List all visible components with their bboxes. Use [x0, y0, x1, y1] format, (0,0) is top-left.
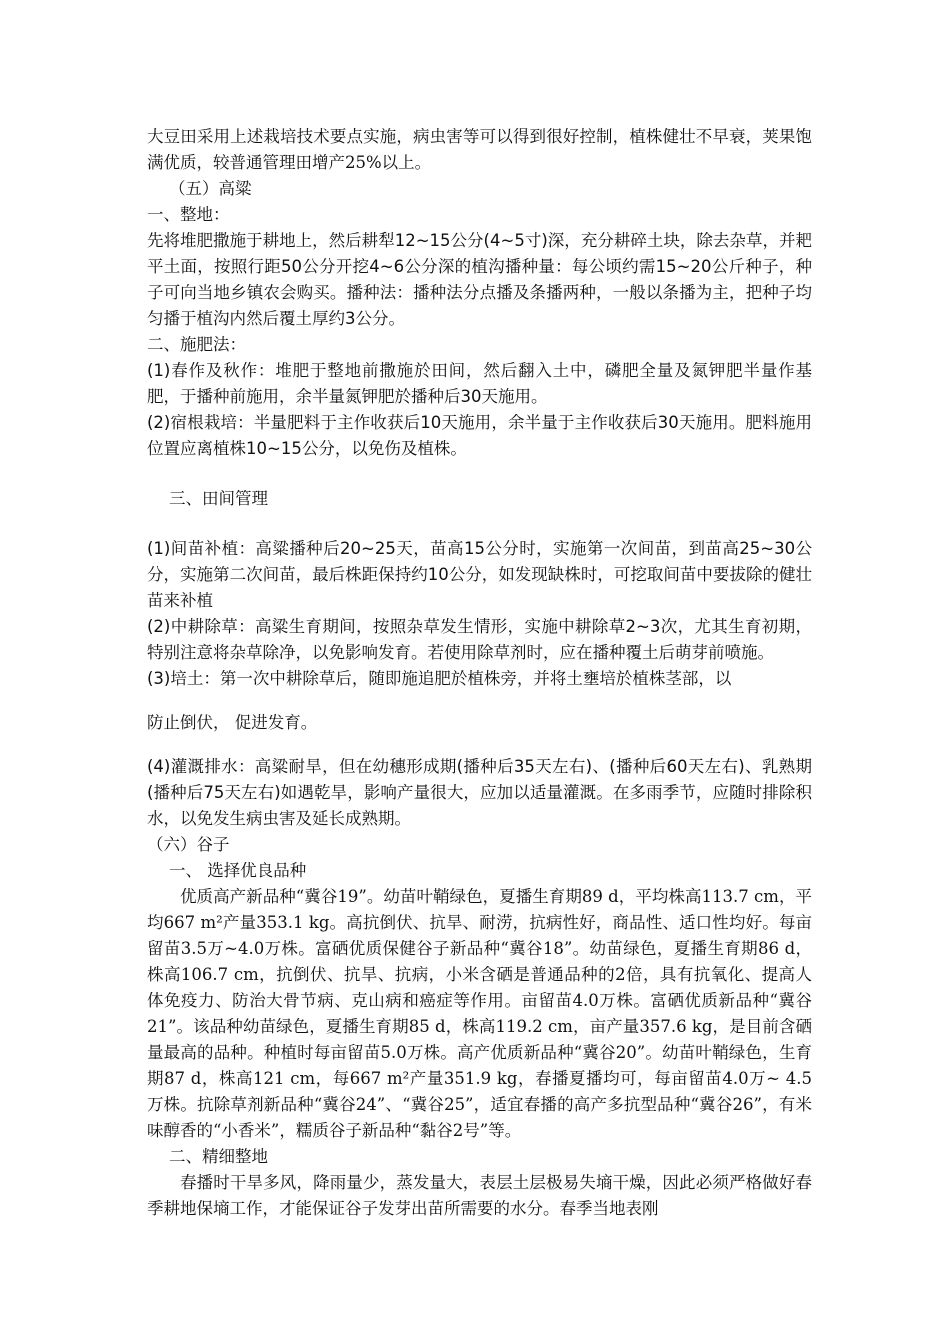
- paragraph-tillage: 春播时干旱多风，降雨量少，蒸发量大，表层土层极易失墒干燥，因此必须严格做好春季耕地保墒工作，才能保证谷子发芽出苗所需要的水分。春季当地表刚: [147, 1173, 812, 1218]
- subheading-field-management: 三、田间管理: [169, 489, 268, 508]
- document-body: [147, 124, 812, 1222]
- paragraph-varieties: 优质高产新品种“冀谷19”。幼苗叶鞘绿色，夏播生育期89 d，平均株高113.7 cm，平均667 m²产量353.1 kg。高抗倒伏、抗旱、耐涝，抗病性好，商品性、适口性均好。每亩留苗3.5万~4.0万株。富硒优质保健谷子新品种“冀谷18”。幼苗绿色，夏播生育期86 d，株高106.7 cm，抗倒伏、抗旱、抗病，小米含硒是普通品种的2倍，具有抗氧化、提高人体免疫力、防治大骨节病、克山病和癌症等作用。亩留苗4.0万株。富硒优质新品种“冀谷21”。该品种幼苗绿色，夏播生育期85 d，株高119.2 cm，亩产量357.6 kg，是目前含硒量最高的品种。种植时每亩留苗5.0万株。高产优质新品种“冀谷20”。幼苗叶鞘绿色，生育期87 d，株高121 cm，每667 m²产量351.9 kg，春播夏播均可，每亩留苗4.0万~ 4.5万株。抗除草剂新品种“冀谷24”、“冀谷25”，适宜春播的高产多抗型品种“冀谷26”，有米味醇香的“小香米”，糯质谷子新品种“黏谷2号”等。: [147, 887, 812, 1140]
- paragraph-thinning: (1)间苗补植：高粱播种后20~25天，苗高15公分时，实施第一次间苗，到苗高25~30公分，实施第二次间苗，最后株距保持约10公分，如发现缺株时，可挖取间苗中要拔除的健壮苗来补植: [147, 539, 812, 610]
- subheading-variety-selection: 一、 选择优良品种: [169, 861, 307, 880]
- subheading-fine-tillage: 二、精细整地: [169, 1147, 268, 1166]
- paragraph-fertilization-ratoon: (2)宿根栽培：半量肥料于主作收获后10天施用，余半量于主作收获后30天施用。肥料施用位置应离植株10~15公分，以免伤及植株。: [147, 413, 812, 458]
- subheading-land-preparation: 一、整地：: [147, 205, 230, 224]
- paragraph-land-preparation: 先将堆肥撒施于耕地上，然后耕犁12~15公分(4~5寸)深，充分耕碎土块，除去杂草，并耙平土面，按照行距50公分开挖4~6公分深的植沟播种量：每公顷约需15~20公斤种子，种子可向当地乡镇农会购买。播种法：播种法分点播及条播两种，一般以条播为主，把种子均匀播于植沟内然后覆土厚约3公分。: [147, 231, 812, 328]
- section-heading-millet: （六）谷子: [147, 835, 230, 854]
- paragraph-earthing-up: (3)培土：第一次中耕除草后，随即施追肥於植株旁，并将土壅培於植株茎部，以: [147, 669, 732, 688]
- paragraph-fertilization-spring-autumn: (1)春作及秋作：堆肥于整地前撒施於田间，然后翻入土中，磷肥全量及氮钾肥半量作基肥，于播种前施用，余半量氮钾肥於播种后30天施用。: [147, 361, 812, 406]
- paragraph-irrigation: (4)灌溉排水：高粱耐旱，但在幼穗形成期(播种后35天左右)、(播种后60天左右)、乳熟期(播种后75天左右)如遇乾旱，影响产量很大，应加以适量灌溉。在多雨季节，应随时排除积水，以免发生病虫害及延长成熟期。: [147, 757, 812, 828]
- paragraph-earthing-up-continued: 防止倒伏， 促进发育。: [147, 713, 318, 732]
- section-heading-sorghum: （五）高粱: [169, 179, 252, 198]
- paragraph-weeding: (2)中耕除草：高粱生育期间，按照杂草发生情形，实施中耕除草2~3次，尤其生育初期，特别注意将杂草除净，以免影响发育。若使用除草剂时，应在播种覆土后萌芽前喷施。: [147, 617, 812, 662]
- paragraph-soybean-summary: 大豆田采用上述栽培技术要点实施，病虫害等可以得到很好控制，植株健壮不早衰，荚果饱满优质，较普通管理田增产25%以上。: [147, 127, 812, 172]
- subheading-fertilization: 二、施肥法：: [147, 335, 246, 354]
